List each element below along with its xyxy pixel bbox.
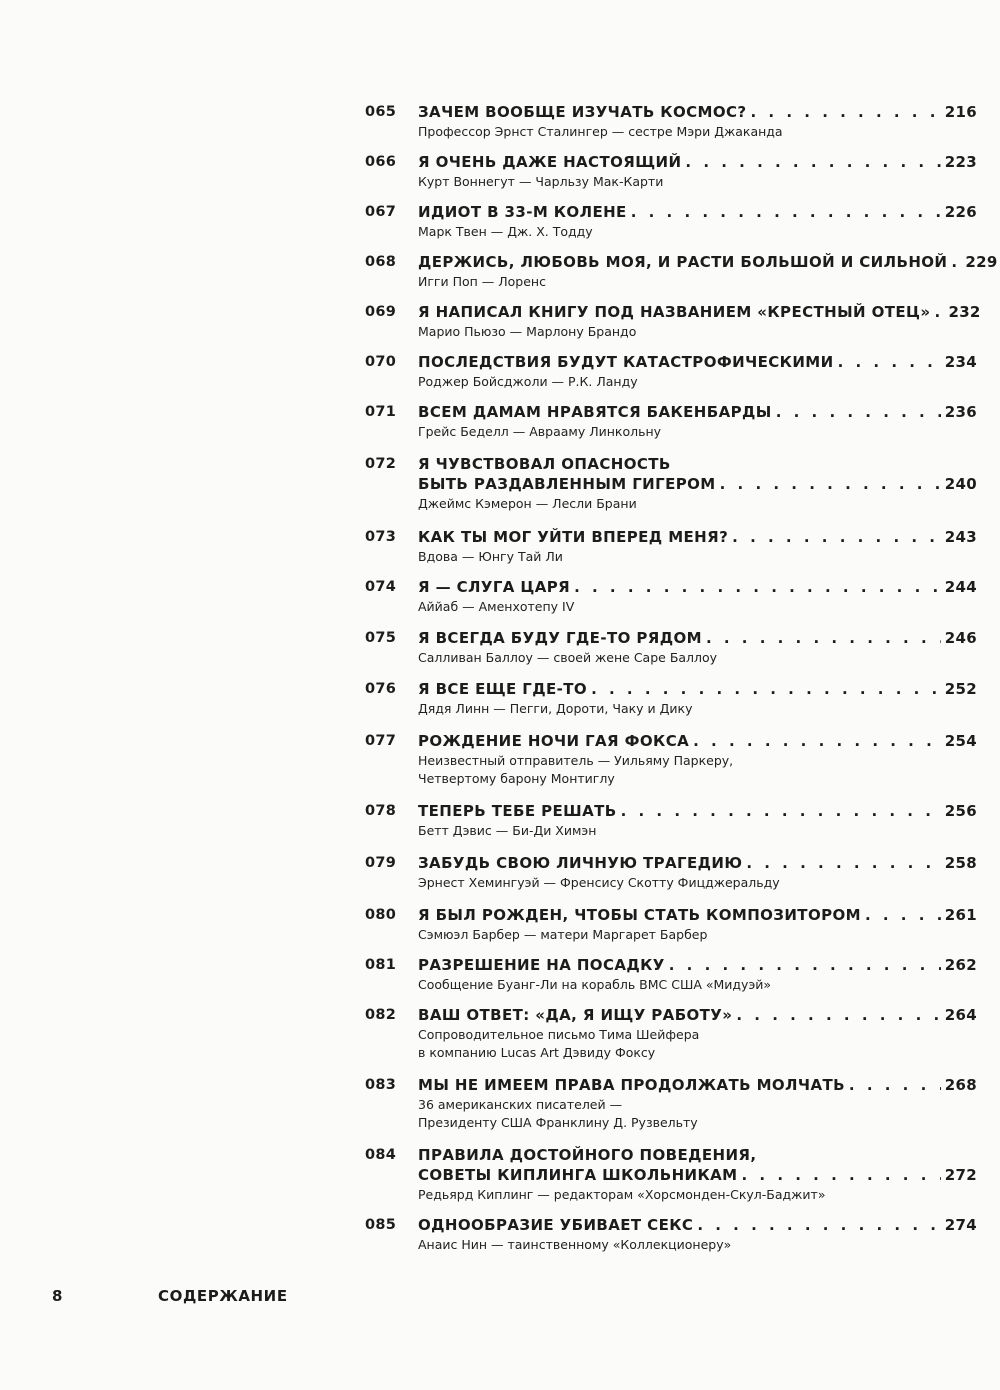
title-text: СОВЕТЫ КИПЛИНГА ШКОЛЬНИКАМ <box>418 1166 738 1184</box>
page-ref: 268 <box>944 1076 977 1094</box>
entry-subtitle <box>418 1236 977 1254</box>
page-ref: 252 <box>944 680 977 698</box>
entry-number: 068 <box>365 254 397 270</box>
title-line <box>418 352 977 372</box>
entry-subtitle <box>418 548 977 566</box>
title-line <box>418 679 977 699</box>
entry-number: 065 <box>365 104 397 120</box>
leader-dots <box>742 1165 941 1185</box>
entry-subtitle <box>418 423 977 441</box>
entry-number: 081 <box>365 957 397 973</box>
subtitle-line: Салливан Баллоу — своей жене Саре Баллоу <box>418 650 718 665</box>
entry-subtitle <box>418 752 977 788</box>
page-ref: 274 <box>944 1216 977 1234</box>
title-line <box>418 152 977 172</box>
entry-title <box>418 801 977 821</box>
toc-entry <box>365 1145 977 1215</box>
title-text: Я ОЧЕНЬ ДАЖЕ НАСТОЯЩИЙ <box>418 153 682 171</box>
entry-title <box>418 628 977 648</box>
leader-dots <box>751 102 941 122</box>
title-line <box>418 1075 977 1095</box>
title-text: Я ВСЕГДА БУДУ ГДЕ-ТО РЯДОМ <box>418 629 702 647</box>
entry-number: 083 <box>365 1077 397 1093</box>
leader-dots <box>685 152 940 172</box>
title-text: БЫТЬ РАЗДАВЛЕННЫМ ГИГЕРОМ <box>418 475 716 493</box>
title-text: ЗАБУДЬ СВОЮ ЛИЧНУЮ ТРАГЕДИЮ <box>418 854 743 872</box>
entry-number: 080 <box>365 907 397 923</box>
entry-number: 066 <box>365 154 397 170</box>
entry-title <box>418 1145 977 1185</box>
leader-dots <box>706 628 941 648</box>
title-text: МЫ НЕ ИМЕЕМ ПРАВА ПРОДОЛЖАТЬ МОЛЧАТЬ <box>418 1076 845 1094</box>
page-number: 8 <box>52 1287 63 1305</box>
entry-title <box>418 302 981 322</box>
toc-entry <box>365 577 977 628</box>
title-line <box>418 474 977 494</box>
entry-subtitle <box>418 1096 977 1132</box>
page-ref: 223 <box>944 153 977 171</box>
title-line <box>418 955 977 975</box>
title-text: Я БЫЛ РОЖДЕН, ЧТОБЫ СТАТЬ КОМПОЗИТОРОМ <box>418 906 861 924</box>
entry-number: 070 <box>365 354 397 370</box>
subtitle-line: Джеймс Кэмерон — Лесли Брани <box>418 496 637 511</box>
entry-title <box>418 731 977 751</box>
title-text: ИДИОТ В 33-М КОЛЕНЕ <box>418 203 627 221</box>
entry-title <box>418 955 977 975</box>
title-text: Я ЧУВСТВОВАЛ ОПАСНОСТЬ <box>418 455 671 473</box>
entry-number: 078 <box>365 803 397 819</box>
subtitle-line: Марк Твен — Дж. Х. Тодду <box>418 224 593 239</box>
subtitle-line: Курт Воннегут — Чарльзу Мак-Карти <box>418 174 664 189</box>
entry-number: 072 <box>365 456 397 472</box>
subtitle-line: Профессор Эрнст Сталингер — сестре Мэри Джаканда <box>418 124 783 139</box>
subtitle-line: Неизвестный отправитель — Уильяму Паркеру, <box>418 753 734 768</box>
title-line <box>418 202 977 222</box>
toc-entry <box>365 252 998 302</box>
leader-dots <box>951 252 961 272</box>
toc-entry <box>365 628 977 679</box>
entry-title <box>418 402 977 422</box>
subtitle-line: Сэмюэл Барбер — матери Маргарет Барбер <box>418 927 708 942</box>
entry-title <box>418 352 977 372</box>
page-ref: 261 <box>944 906 977 924</box>
leader-dots <box>621 801 941 821</box>
subtitle-line: Аййаб — Аменхотепу IV <box>418 599 575 614</box>
leader-dots <box>631 202 941 222</box>
entry-number: 067 <box>365 204 397 220</box>
title-line <box>418 731 977 751</box>
toc-entry <box>365 1005 977 1075</box>
entry-number: 076 <box>365 681 397 697</box>
title-line <box>418 252 998 272</box>
subtitle-line: Роджер Бойсджоли — Р.К. Ланду <box>418 374 638 389</box>
title-text: Я — СЛУГА ЦАРЯ <box>418 578 571 596</box>
title-line <box>418 905 977 925</box>
toc-entry <box>365 955 977 1005</box>
entry-number: 069 <box>365 304 397 320</box>
entry-number: 082 <box>365 1007 397 1023</box>
subtitle-line: Игги Поп — Лоренс <box>418 274 546 289</box>
entry-number: 075 <box>365 630 397 646</box>
toc-entry <box>365 801 977 853</box>
entry-subtitle <box>418 700 977 718</box>
entry-number: 084 <box>365 1147 397 1163</box>
entry-title <box>418 905 977 925</box>
title-line <box>418 102 977 122</box>
subtitle-line: Редьярд Киплинг — редакторам «Хорсмонден-Скул-Баджит» <box>418 1187 826 1202</box>
entry-subtitle <box>418 1026 977 1062</box>
entry-number: 079 <box>365 855 397 871</box>
page-ref: 216 <box>944 103 977 121</box>
table-of-contents <box>365 102 998 1265</box>
page-ref: 258 <box>944 854 977 872</box>
title-text: Я ВСЕ ЕЩЕ ГДЕ-ТО <box>418 680 588 698</box>
title-text: ЗАЧЕМ ВООБЩЕ ИЗУЧАТЬ КОСМОС? <box>418 103 747 121</box>
title-line <box>418 527 977 547</box>
toc-entry <box>365 1215 977 1265</box>
title-text: ПОСЛЕДСТВИЯ БУДУТ КАТАСТРОФИЧЕСКИМИ <box>418 353 834 371</box>
title-text: ПРАВИЛА ДОСТОЙНОГО ПОВЕДЕНИЯ, <box>418 1146 757 1164</box>
leader-dots <box>669 955 941 975</box>
leader-dots <box>746 853 940 873</box>
subtitle-line: в компанию Lucas Art Дэвиду Фоксу <box>418 1045 656 1060</box>
toc-entry <box>365 152 977 202</box>
leader-dots <box>838 352 941 372</box>
subtitle-line: Грейс Беделл — Аврааму Линкольну <box>418 424 662 439</box>
toc-entry <box>365 527 977 577</box>
entry-subtitle <box>418 874 977 892</box>
title-line <box>418 402 977 422</box>
section-title: СОДЕРЖАНИЕ <box>158 1287 288 1305</box>
entry-title <box>418 202 977 222</box>
leader-dots <box>736 1005 940 1025</box>
leader-dots <box>865 905 941 925</box>
subtitle-line: 36 американских писателей — <box>418 1097 623 1112</box>
page-ref: 246 <box>944 629 977 647</box>
subtitle-line: Четвертому барону Монтиглу <box>418 771 615 786</box>
subtitle-line: Вдова — Юнгу Тай Ли <box>418 549 563 564</box>
title-line <box>418 853 977 873</box>
entry-subtitle <box>418 373 977 391</box>
title-text: ДЕРЖИСЬ, ЛЮБОВЬ МОЯ, И РАСТИ БОЛЬШОЙ И СИЛЬНОЙ <box>418 253 948 271</box>
page-ref: 236 <box>944 403 977 421</box>
page-ref: 243 <box>944 528 977 546</box>
leader-dots <box>693 731 941 751</box>
leader-dots <box>697 1215 940 1235</box>
leader-dots <box>720 474 941 494</box>
entry-subtitle <box>418 926 977 944</box>
title-line <box>418 577 977 597</box>
page-ref: 264 <box>944 1006 977 1024</box>
toc-entry <box>365 731 977 801</box>
entry-subtitle <box>418 273 977 291</box>
toc-entry <box>365 905 977 955</box>
toc-entry <box>365 302 981 352</box>
entry-title <box>418 454 977 494</box>
toc-entry <box>365 402 977 454</box>
toc-entry <box>365 202 977 252</box>
entry-number: 085 <box>365 1217 397 1233</box>
leader-dots <box>934 302 944 322</box>
entry-title <box>418 1075 977 1095</box>
toc-entry <box>365 1075 977 1145</box>
title-text: ВАШ ОТВЕТ: «ДА, Я ИЩУ РАБОТУ» <box>418 1006 733 1024</box>
title-line <box>418 801 977 821</box>
entry-title <box>418 1005 977 1025</box>
entry-subtitle <box>418 976 977 994</box>
page-ref: 262 <box>944 956 977 974</box>
entry-title <box>418 679 977 699</box>
title-text: ОДНООБРАЗИЕ УБИВАЕТ СЕКС <box>418 1216 694 1234</box>
subtitle-line: Президенту США Франклину Д. Рузвельту <box>418 1115 698 1130</box>
page-ref: 240 <box>944 475 977 493</box>
leader-dots <box>849 1075 941 1095</box>
toc-entry <box>365 679 977 731</box>
entry-number: 073 <box>365 529 397 545</box>
entry-subtitle <box>418 323 977 341</box>
entry-title <box>418 577 977 597</box>
title-line <box>418 628 977 648</box>
title-text: КАК ТЫ МОГ УЙТИ ВПЕРЕД МЕНЯ? <box>418 528 729 546</box>
entry-title <box>418 853 977 873</box>
entry-title <box>418 527 977 547</box>
title-line <box>418 1215 977 1235</box>
entry-number: 077 <box>365 733 397 749</box>
title-text: ТЕПЕРЬ ТЕБЕ РЕШАТЬ <box>418 802 617 820</box>
entry-subtitle <box>418 123 977 141</box>
page-ref: 256 <box>944 802 977 820</box>
subtitle-line: Анаис Нин — таинственному «Коллекционеру» <box>418 1237 732 1252</box>
title-line <box>418 1165 977 1185</box>
subtitle-line: Сопроводительное письмо Тима Шейфера <box>418 1027 700 1042</box>
page-ref: 229 <box>965 253 998 271</box>
leader-dots <box>591 679 941 699</box>
page-ref: 272 <box>944 1166 977 1184</box>
leader-dots <box>574 577 941 597</box>
entry-title <box>418 152 977 172</box>
entry-subtitle <box>418 598 977 616</box>
entry-subtitle <box>418 649 977 667</box>
toc-entry <box>365 352 977 402</box>
entry-subtitle <box>418 223 977 241</box>
subtitle-line: Сообщение Буанг-Ли на корабль ВМС США «Мидуэй» <box>418 977 772 992</box>
subtitle-line: Марио Пьюзо — Марлону Брандо <box>418 324 637 339</box>
leader-dots <box>732 527 941 547</box>
subtitle-line: Дядя Линн — Пегги, Дороти, Чаку и Дику <box>418 701 693 716</box>
title-text: РАЗРЕШЕНИЕ НА ПОСАДКУ <box>418 956 665 974</box>
page-ref: 226 <box>944 203 977 221</box>
entry-title <box>418 1215 977 1235</box>
toc-entry <box>365 853 977 905</box>
page-ref: 254 <box>944 732 977 750</box>
entry-number: 074 <box>365 579 397 595</box>
entry-subtitle <box>418 822 977 840</box>
leader-dots <box>776 402 941 422</box>
title-text: ВСЕМ ДАМАМ НРАВЯТСЯ БАКЕНБАРДЫ <box>418 403 772 421</box>
subtitle-line: Эрнест Хемингуэй — Френсису Скотту Фицджеральду <box>418 875 780 890</box>
toc-entry <box>365 102 977 152</box>
title-line <box>418 302 981 322</box>
page-ref: 232 <box>948 303 981 321</box>
entry-title <box>418 102 977 122</box>
entry-subtitle <box>418 1186 977 1204</box>
entry-subtitle <box>418 173 977 191</box>
entry-number: 071 <box>365 404 397 420</box>
subtitle-line: Бетт Дэвис — Би-Ди Химэн <box>418 823 597 838</box>
toc-entry <box>365 454 977 527</box>
entry-title <box>418 252 998 272</box>
title-line <box>418 1005 977 1025</box>
title-text: РОЖДЕНИЕ НОЧИ ГАЯ ФОКСА <box>418 732 690 750</box>
entry-subtitle <box>418 495 977 513</box>
page-ref: 244 <box>944 578 977 596</box>
title-text: Я НАПИСАЛ КНИГУ ПОД НАЗВАНИЕМ «КРЕСТНЫЙ ОТЕЦ» <box>418 303 931 321</box>
page-ref: 234 <box>944 353 977 371</box>
